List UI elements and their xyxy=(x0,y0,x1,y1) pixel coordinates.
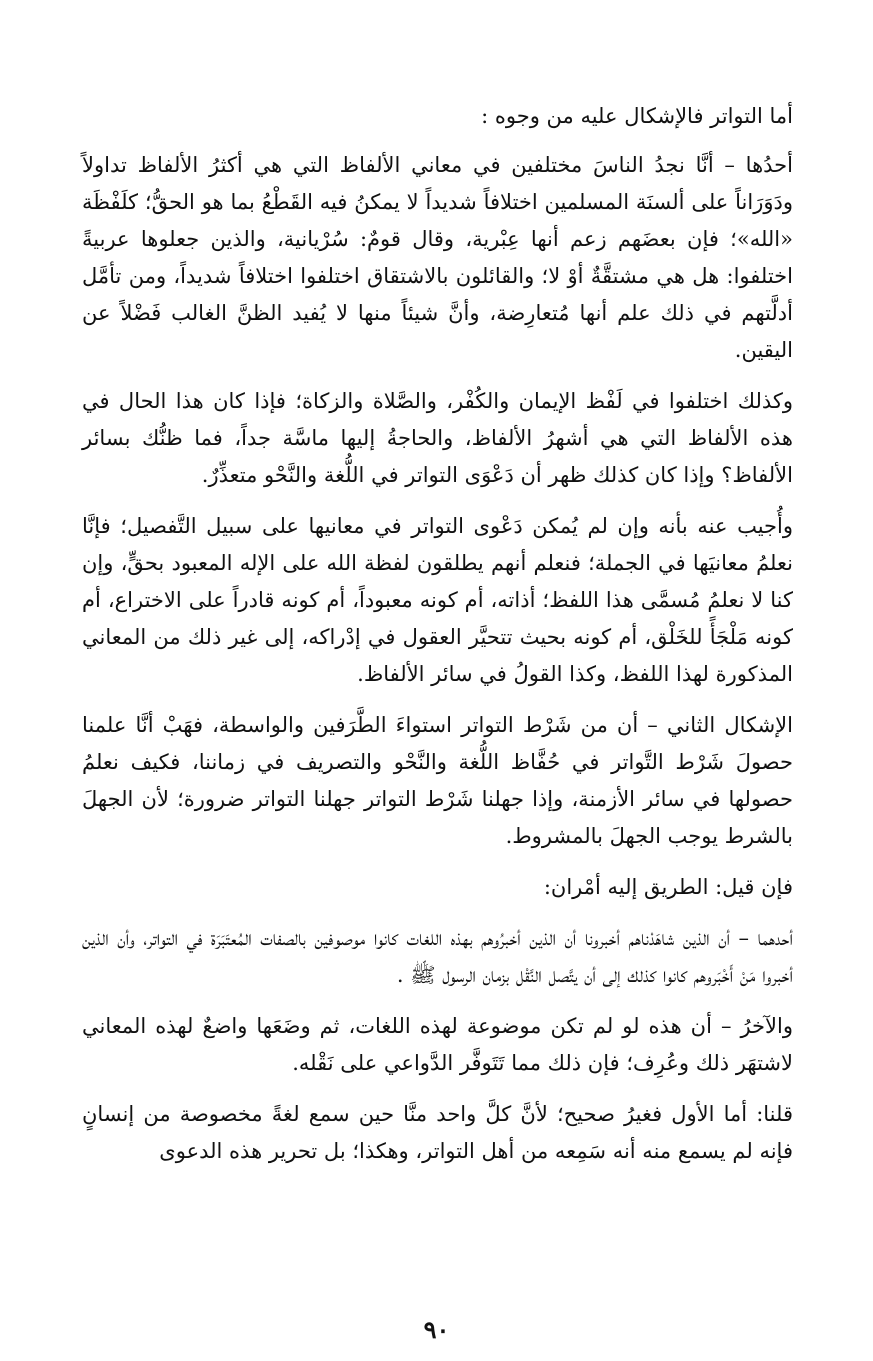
paragraph-first-way: أحدهما – أن الذين شاهَدْناهم أخبرونا أن الذين أخبرُوهم بهذه اللغات كانوا موصوفين بالصفات المُعتَبَرَة في التواتر، وأن الذين أخبروا مَنْ أَخْبَروهم كانوا كذلك إلى أن يتَّصل النَّقْل بزمان الرسول ﷺ . xyxy=(82,926,793,987)
paragraph-first-objection: أحدُها – أنَّا نجدُ الناسَ مختلفين في معاني الألفاظ التي هي أكثرُ الألفاظ تداولاً ودَوَرَاناً على ألسنَة المسلمين اختلافاً شديداً لا يمكنُ فيه القَطْعُ بما هو الحقُّ؛ كلَفْظَة «الله»؛ فإن بعضَهم زعم أنها عِبْرية، وقال قومٌ: سُرْيانية، والذين جعلوها عربيةً اختلفوا: هل هي مشتقَّةٌ أوْ لا؛ والقائلون بالاشتقاق اختلفوا اختلافاً شديداً، ومن تأمَّل أدلَّتهم في ذلك علم أنها مُتعارِضة، وأنَّ شيئاً منها لا يُفيد الظنَّ الغالب فَضْلاً عن اليقين. xyxy=(82,153,793,362)
paragraph-if-said: فإن قيل: الطريق إليه أمْران: xyxy=(543,875,793,899)
paragraph-faith-disbelief: وكذلك اختلفوا في لَفْظ الإيمان والكُفْر، والصَّلاة والزكاة؛ فإذا كان هذا الحال في هذه الألفاظ التي هي أشهرُ الألفاظ، والحاجةُ إليها ماسَّة جداً، فما ظنُّك بسائر الألفاظ؟ وإذا كان كذلك ظهر أن دَعْوَى التواتر في اللُّغة والنَّحْو متعذِّرٌ. xyxy=(82,389,793,487)
paragraph-we-said: قلنا: أما الأول فغيرُ صحيح؛ لأنَّ كلَّ واحد منَّا حين سمع لغةً مخصوصة من إنسانٍ فإنه لم يسمع منه أنه سَمِعه من أهل التواتر، وهكذا؛ بل تحرير هذه الدعوى xyxy=(82,1102,793,1163)
paragraph-response: وأُجيب عنه بأنه وإن لم يُمكن دَعْوى التواتر في معانيها على سبيل التَّفصيل؛ فإنَّا نعلمُ معانيَها في الجملة؛ فنعلم أنهم يطلقون لفظة الله على الإله المعبود بحقٍّ، وإن كنا لا نعلمُ مُسمَّى هذا اللفظ؛ أذاته، أم كونه معبوداً، أم كونه قادراً على الاختراع، أم كونه مَلْجَأً للخَلْق، أم كونه بحيث تتحيَّر العقول في إدْراكه، إلى غير ذلك من المعاني المذكورة لهذا اللفظ، وكذا القولُ في سائر الألفاظ. xyxy=(82,514,793,686)
paragraph-second-way: والآخرُ – أن هذه لو لم تكن موضوعة لهذه اللغات، ثم وضَعَها واضعٌ لهذه المعاني لاشتهَر ذلك وعُرِف؛ فإن ذلك مما تَتَوفَّر الدَّواعي على نَقْله. xyxy=(82,1014,793,1075)
paragraph-second-objection: الإشكال الثاني – أن من شَرْط التواتر استواءَ الطَّرَفين والواسطة، فهَبْ أنَّا علمنا حصولَ شَرْط التَّواتر في حُفَّاظ اللُّغة والنَّحْو والتصريف في زماننا، فكيف نعلمُ حصولها في سائر الأزمنة، وإذا جهلنا شَرْط التواتر جهلنا التواتر ضرورة؛ لأن الجهلَ بالشرط يوجب الجهلَ بالمشروط. xyxy=(82,713,793,848)
paragraph-intro: أما التواتر فالإشكال عليه من وجوه : xyxy=(481,104,793,128)
page-number: ٩٠ xyxy=(423,1315,450,1344)
